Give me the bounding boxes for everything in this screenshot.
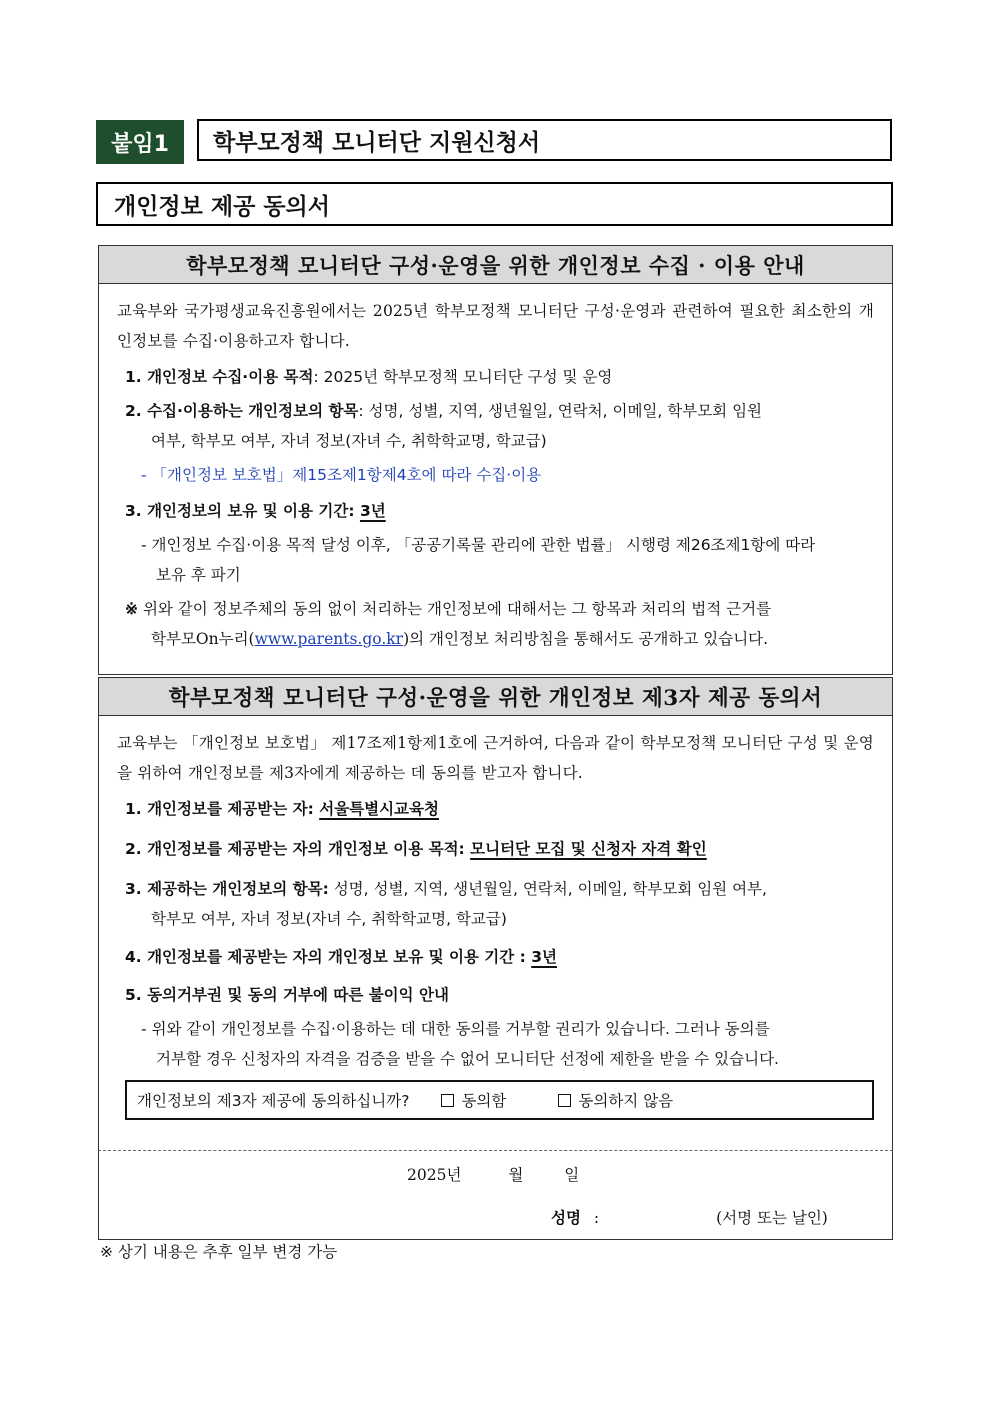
legal-basis: - 「개인정보 보호법」제15조제1항제4호에 따라 수집·이용	[141, 466, 542, 484]
sign-hint: (서명 또는 날인)	[716, 1209, 828, 1227]
note-post: )의 개인정보 처리방침을 통해서도 공개하고 있습니다.	[403, 630, 769, 648]
item-label: 5. 동의거부권 및 동의 거부에 따른 불이익 안내	[125, 986, 449, 1004]
date-month[interactable]: 월	[508, 1166, 524, 1184]
date-line	[407, 1163, 579, 1185]
note-text: 위와 같이 정보주체의 동의 없이 처리하는 개인정보에 대해서는 그 항목과 처리의 법적 근거를	[142, 600, 772, 618]
item-text-cont: 여부, 학부모 여부, 자녀 정보(자녀 수, 취학학교명, 학교급)	[151, 432, 547, 450]
consent-question: 개인정보의 제3자 제공에 동의하십니까?	[137, 1092, 410, 1110]
item-label: 2. 수집·이용하는 개인정보의 항목	[125, 402, 359, 420]
provided-items	[99, 874, 892, 934]
disagree-checkbox[interactable]	[558, 1089, 673, 1111]
refusal-right	[99, 980, 892, 1010]
item-label: 1. 개인정보를 제공받는 자:	[125, 800, 320, 818]
items-collected	[99, 396, 892, 456]
footnote: ※ 상기 내용은 추후 일부 변경 가능	[100, 1243, 338, 1261]
form-subtitle: 개인정보 제공 동의서	[96, 182, 893, 226]
parents-site-link[interactable]: www.parents.go.kr	[254, 630, 404, 648]
item-text: : 성명, 성별, 지역, 생년월일, 연락처, 이메일, 학부모회 임원	[358, 402, 763, 420]
detail-text-cont: 보유 후 파기	[156, 566, 241, 584]
retention-value: 3년	[359, 502, 386, 520]
recipient-purpose	[99, 834, 892, 864]
item-text: : 2025년 학부모정책 모니터단 구성 및 운영	[313, 368, 613, 386]
item-text: 성명, 성별, 지역, 생년월일, 연락처, 이메일, 학부모회 임원 여부,	[328, 880, 767, 898]
disagree-label: 동의하지 않음	[578, 1092, 674, 1110]
agree-label: 동의함	[461, 1092, 507, 1110]
detail-text: - 개인정보 수집·이용 목적 달성 이후, 「공공기록물 관리에 관한 법률」 시행령 제26조제1항에 따라	[141, 536, 816, 554]
item-label: 1. 개인정보 수집·이용 목적	[125, 368, 314, 386]
name-colon: :	[593, 1209, 600, 1227]
checkbox-icon[interactable]	[441, 1094, 454, 1107]
section-heading: 학부모정책 모니터단 구성·운영을 위한 개인정보 제3자 제공 동의서	[99, 678, 892, 716]
note-mark: ※	[125, 599, 138, 618]
detail-text: - 위와 같이 개인정보를 수집·이용하는 데 대한 동의를 거부할 권리가 있습니다. 그러나 동의를	[141, 1020, 770, 1038]
name-label: 성명	[551, 1208, 581, 1227]
note-pre: 학부모On누리(	[151, 630, 255, 648]
third-party-consent-section	[98, 677, 893, 1152]
attachment-badge: 붙임1	[96, 120, 184, 164]
checkbox-icon[interactable]	[558, 1094, 571, 1107]
item-label: 3. 개인정보의 보유 및 이용 기간:	[125, 502, 360, 520]
name-line	[551, 1206, 881, 1228]
note-text-cont	[125, 624, 878, 654]
item-label: 3. 제공하는 개인정보의 항목:	[125, 880, 329, 898]
consent-question-box	[125, 1080, 874, 1120]
item-label: 4. 개인정보를 제공받는 자의 개인정보 보유 및 이용 기간 :	[125, 948, 532, 966]
purpose-item	[99, 362, 892, 392]
section-intro: 교육부는 「개인정보 보호법」 제17조제1항제1호에 근거하여, 다음과 같이 학부모정책 모니터단 구성 및 운영을 위하여 개인정보를 제3자에게 제공하는 데 동의를 받고자 합니다.	[117, 734, 874, 782]
detail-text-cont: 거부할 경우 신청자의 자격을 검증을 받을 수 없어 모니터단 선정에 제한을 받을 수 있습니다.	[156, 1050, 779, 1068]
signature-area	[98, 1150, 893, 1240]
agree-checkbox[interactable]	[441, 1089, 506, 1111]
retention-value: 3년	[531, 948, 558, 966]
section-heading: 학부모정책 모니터단 구성·운영을 위한 개인정보 수집 · 이용 안내	[99, 246, 892, 284]
refusal-detail	[99, 1014, 892, 1074]
item-text-cont: 학부모 여부, 자녀 정보(자녀 수, 취학학교명, 학교급)	[151, 910, 507, 928]
date-year: 2025년	[407, 1166, 462, 1184]
collection-notice-section	[98, 245, 893, 675]
form-title: 학부모정책 모니터단 지원신청서	[197, 119, 892, 161]
retention-detail	[99, 530, 892, 590]
purpose-value: 모니터단 모집 및 신청자 자격 확인	[470, 840, 707, 858]
recipient-value: 서울특별시교육청	[319, 800, 439, 818]
section-intro: 교육부와 국가평생교육진흥원에서는 2025년 학부모정책 모니터단 구성·운영과 관련하여 필요한 최소한의 개인정보를 수집·이용하고자 합니다.	[117, 302, 874, 350]
recipient-retention	[99, 942, 892, 972]
item-label: 2. 개인정보를 제공받는 자의 개인정보 이용 목적:	[125, 840, 471, 858]
privacy-note	[99, 594, 892, 654]
date-day[interactable]: 일	[564, 1166, 580, 1184]
retention-period	[99, 496, 892, 526]
recipient-item	[99, 794, 892, 824]
